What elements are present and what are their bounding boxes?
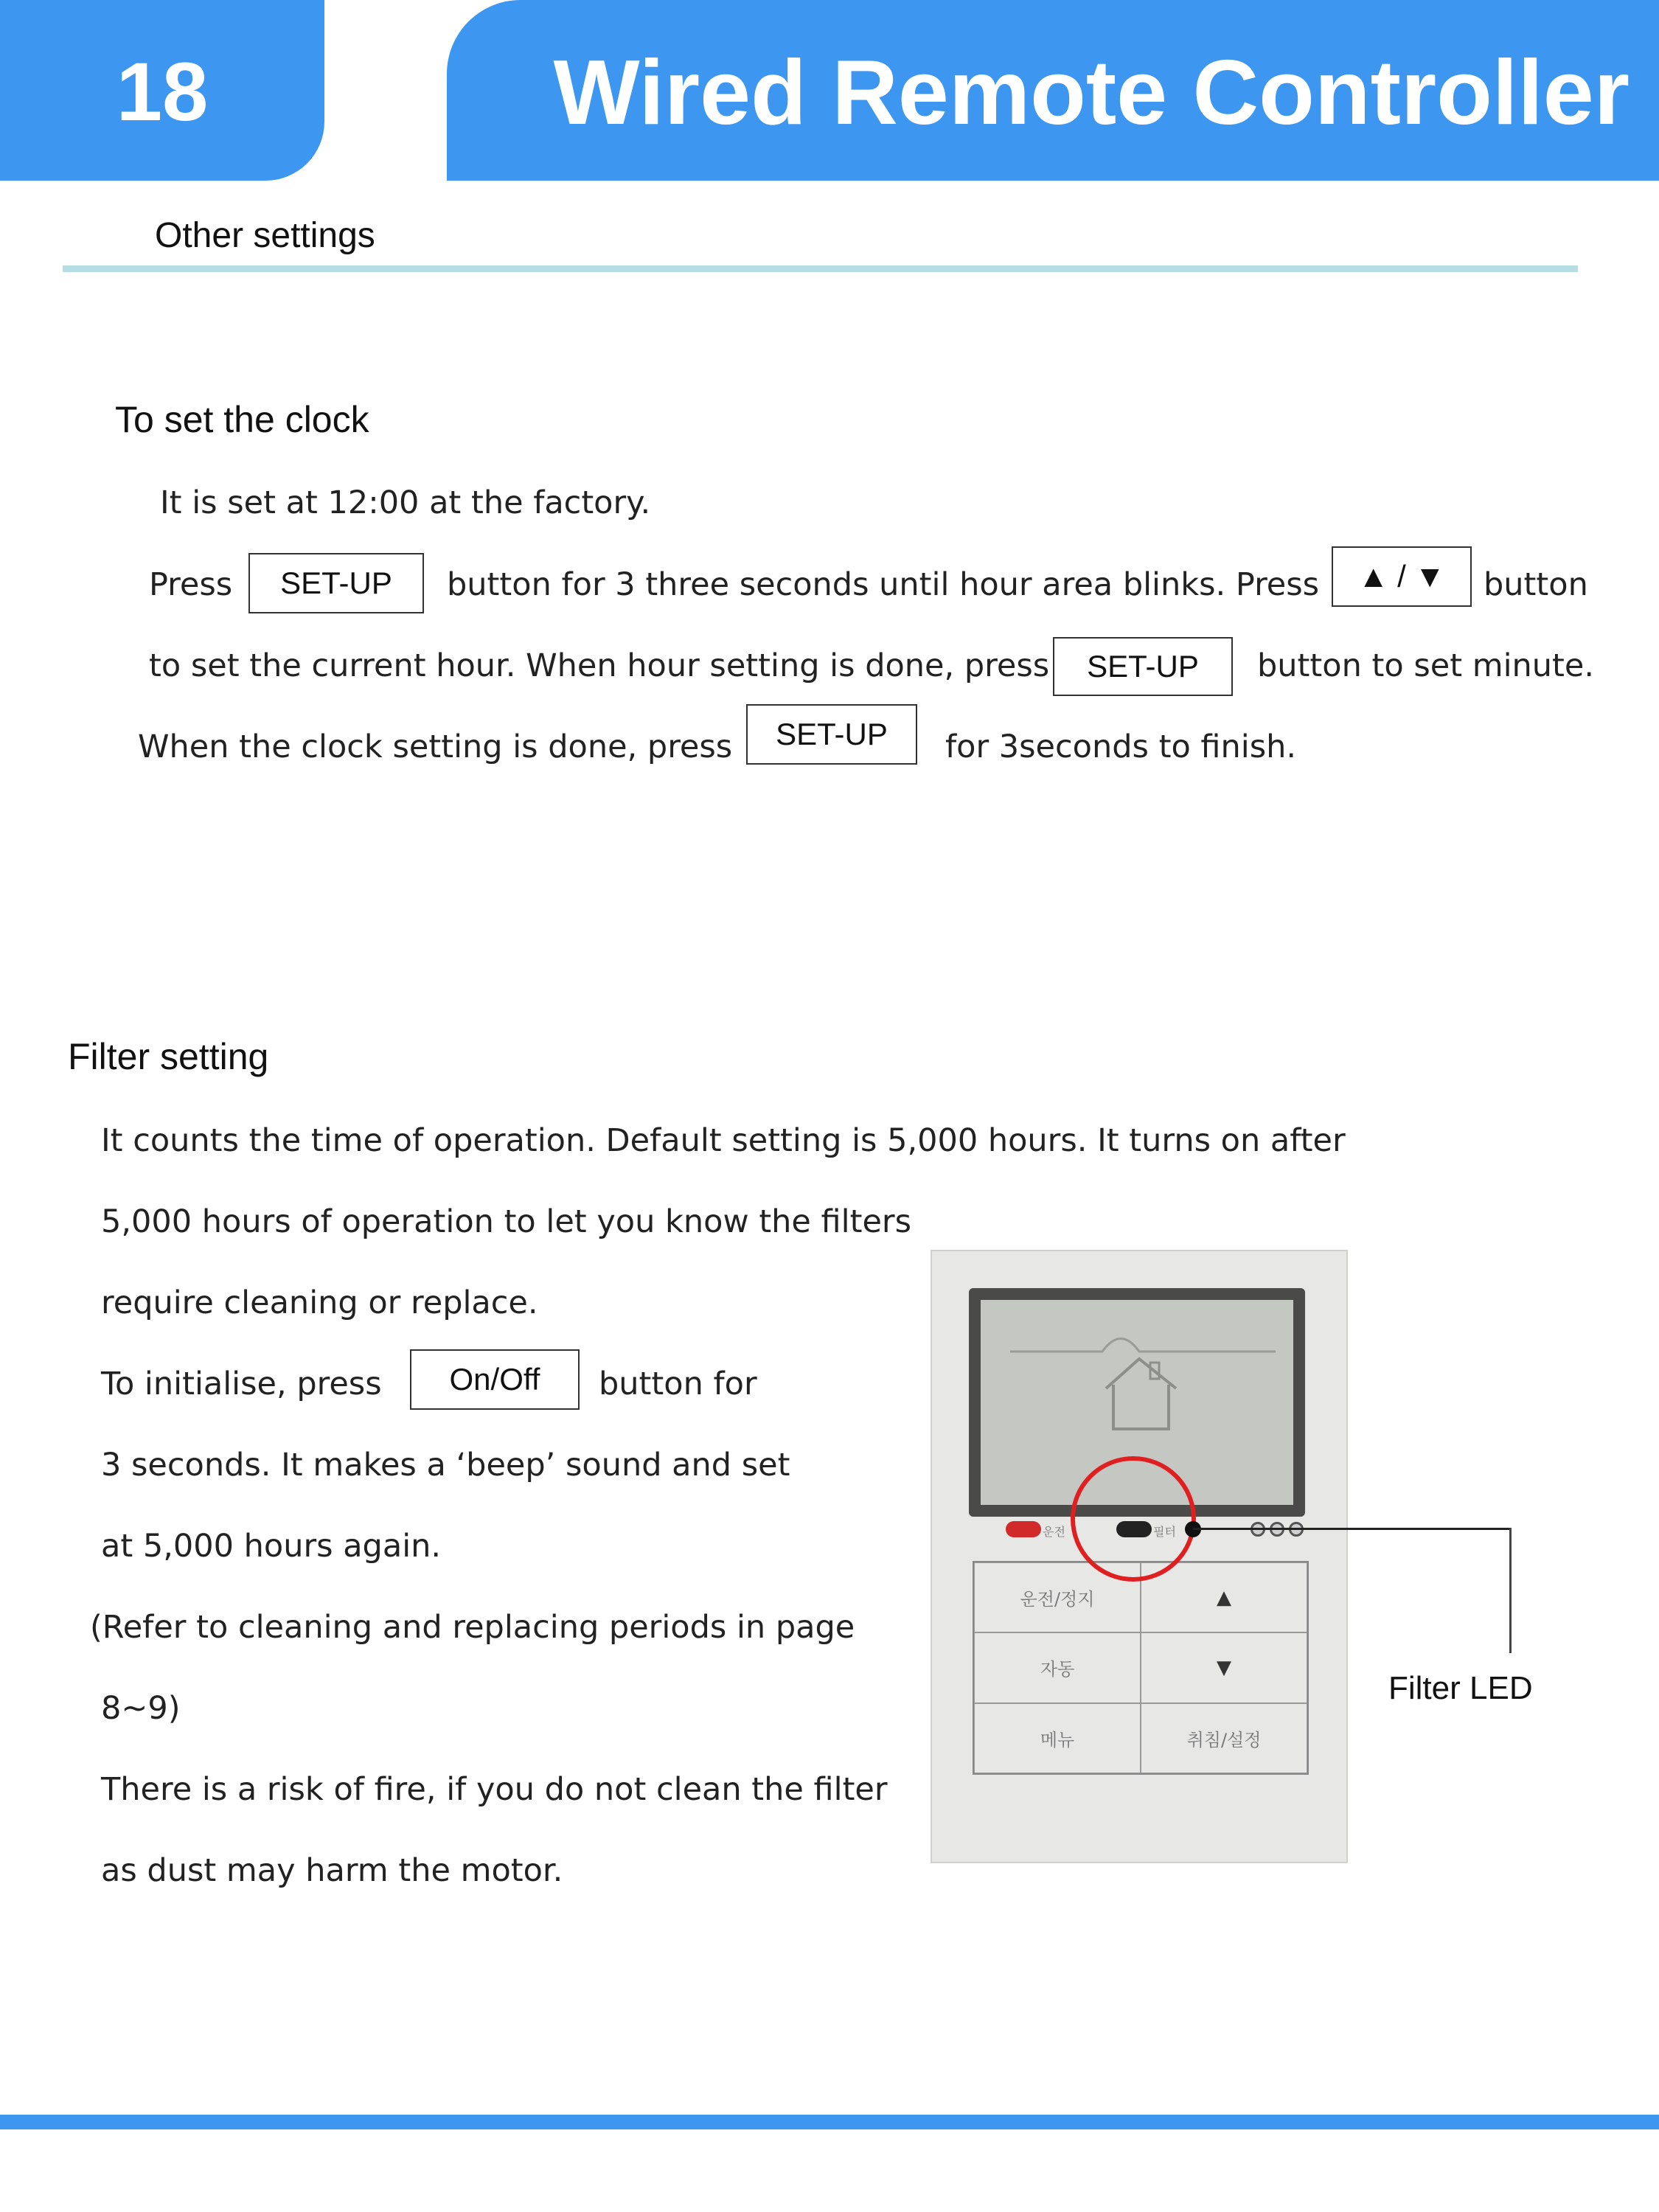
- up-down-button: ▲ / ▼: [1332, 546, 1472, 607]
- filter-line-7: (Refer to cleaning and replacing periods in page: [90, 1609, 855, 1646]
- remote-keypad: [973, 1561, 1309, 1775]
- clock-heading: To set the clock: [115, 399, 369, 440]
- remote-key-menu: 메뉴: [974, 1703, 1141, 1773]
- setup-button-3: SET-UP: [746, 704, 917, 765]
- filter-line-4b: button for: [599, 1366, 757, 1402]
- filter-line-2: 5,000 hours of operation to let you know the filters: [101, 1203, 911, 1240]
- remote-key-sleep-setup: 취침/설정: [1141, 1703, 1307, 1773]
- section-title: Other settings: [155, 216, 375, 255]
- callout-line-vertical: [1509, 1528, 1512, 1653]
- clock-line-3a: to set the current hour. When hour setting is done, press: [149, 647, 1050, 684]
- filter-led-label: Filter LED: [1388, 1670, 1533, 1706]
- filter-line-5: 3 seconds. It makes a ‘beep’ sound and set: [101, 1447, 790, 1484]
- filter-led-label: 필터: [1153, 1525, 1176, 1539]
- page-title: Wired Remote Controller: [553, 42, 1630, 144]
- filter-line-4a: To initialise, press: [101, 1366, 382, 1402]
- filter-heading: Filter setting: [68, 1036, 269, 1077]
- clock-line-1: It is set at 12:00 at the factory.: [160, 484, 651, 521]
- clock-line-2c: button: [1484, 566, 1588, 603]
- page-number: 18: [116, 46, 209, 138]
- filter-line-3: require cleaning or replace.: [101, 1284, 538, 1321]
- header-number-tab: [0, 0, 324, 181]
- filter-line-6: at 5,000 hours again.: [101, 1528, 442, 1565]
- setup-button-1: SET-UP: [248, 553, 424, 613]
- filter-line-9: There is a risk of fire, if you do not clean the filter: [101, 1771, 888, 1808]
- run-led-label: 운전: [1043, 1525, 1065, 1539]
- on-off-button: On/Off: [410, 1349, 580, 1410]
- clock-line-2a: Press: [149, 566, 233, 603]
- filter-line-1: It counts the time of operation. Default setting is 5,000 hours. It turns on after: [101, 1122, 1346, 1159]
- filter-led-highlight-circle: [1071, 1456, 1196, 1582]
- header-title-bar: [447, 0, 1659, 181]
- remote-key-power: 운전/정지: [974, 1562, 1141, 1632]
- filter-line-8: 8~9): [101, 1690, 181, 1727]
- remote-key-up: ▲: [1141, 1562, 1307, 1632]
- footer-bar: [0, 2115, 1659, 2129]
- clock-line-4b: for 3seconds to finish.: [945, 728, 1297, 765]
- clock-line-3b: button to set minute.: [1257, 647, 1595, 684]
- remote-key-down: ▼: [1141, 1632, 1307, 1703]
- clock-line-2b: button for 3 three seconds until hour area blinks. Press: [447, 566, 1320, 603]
- clock-line-4a: When the clock setting is done, press: [138, 728, 733, 765]
- section-divider: [63, 265, 1578, 272]
- run-led: [1006, 1521, 1041, 1537]
- callout-line-horizontal: [1193, 1528, 1512, 1530]
- remote-key-auto: 자동: [974, 1632, 1141, 1703]
- setup-button-2: SET-UP: [1053, 637, 1233, 696]
- filter-line-10: as dust may harm the motor.: [101, 1852, 563, 1889]
